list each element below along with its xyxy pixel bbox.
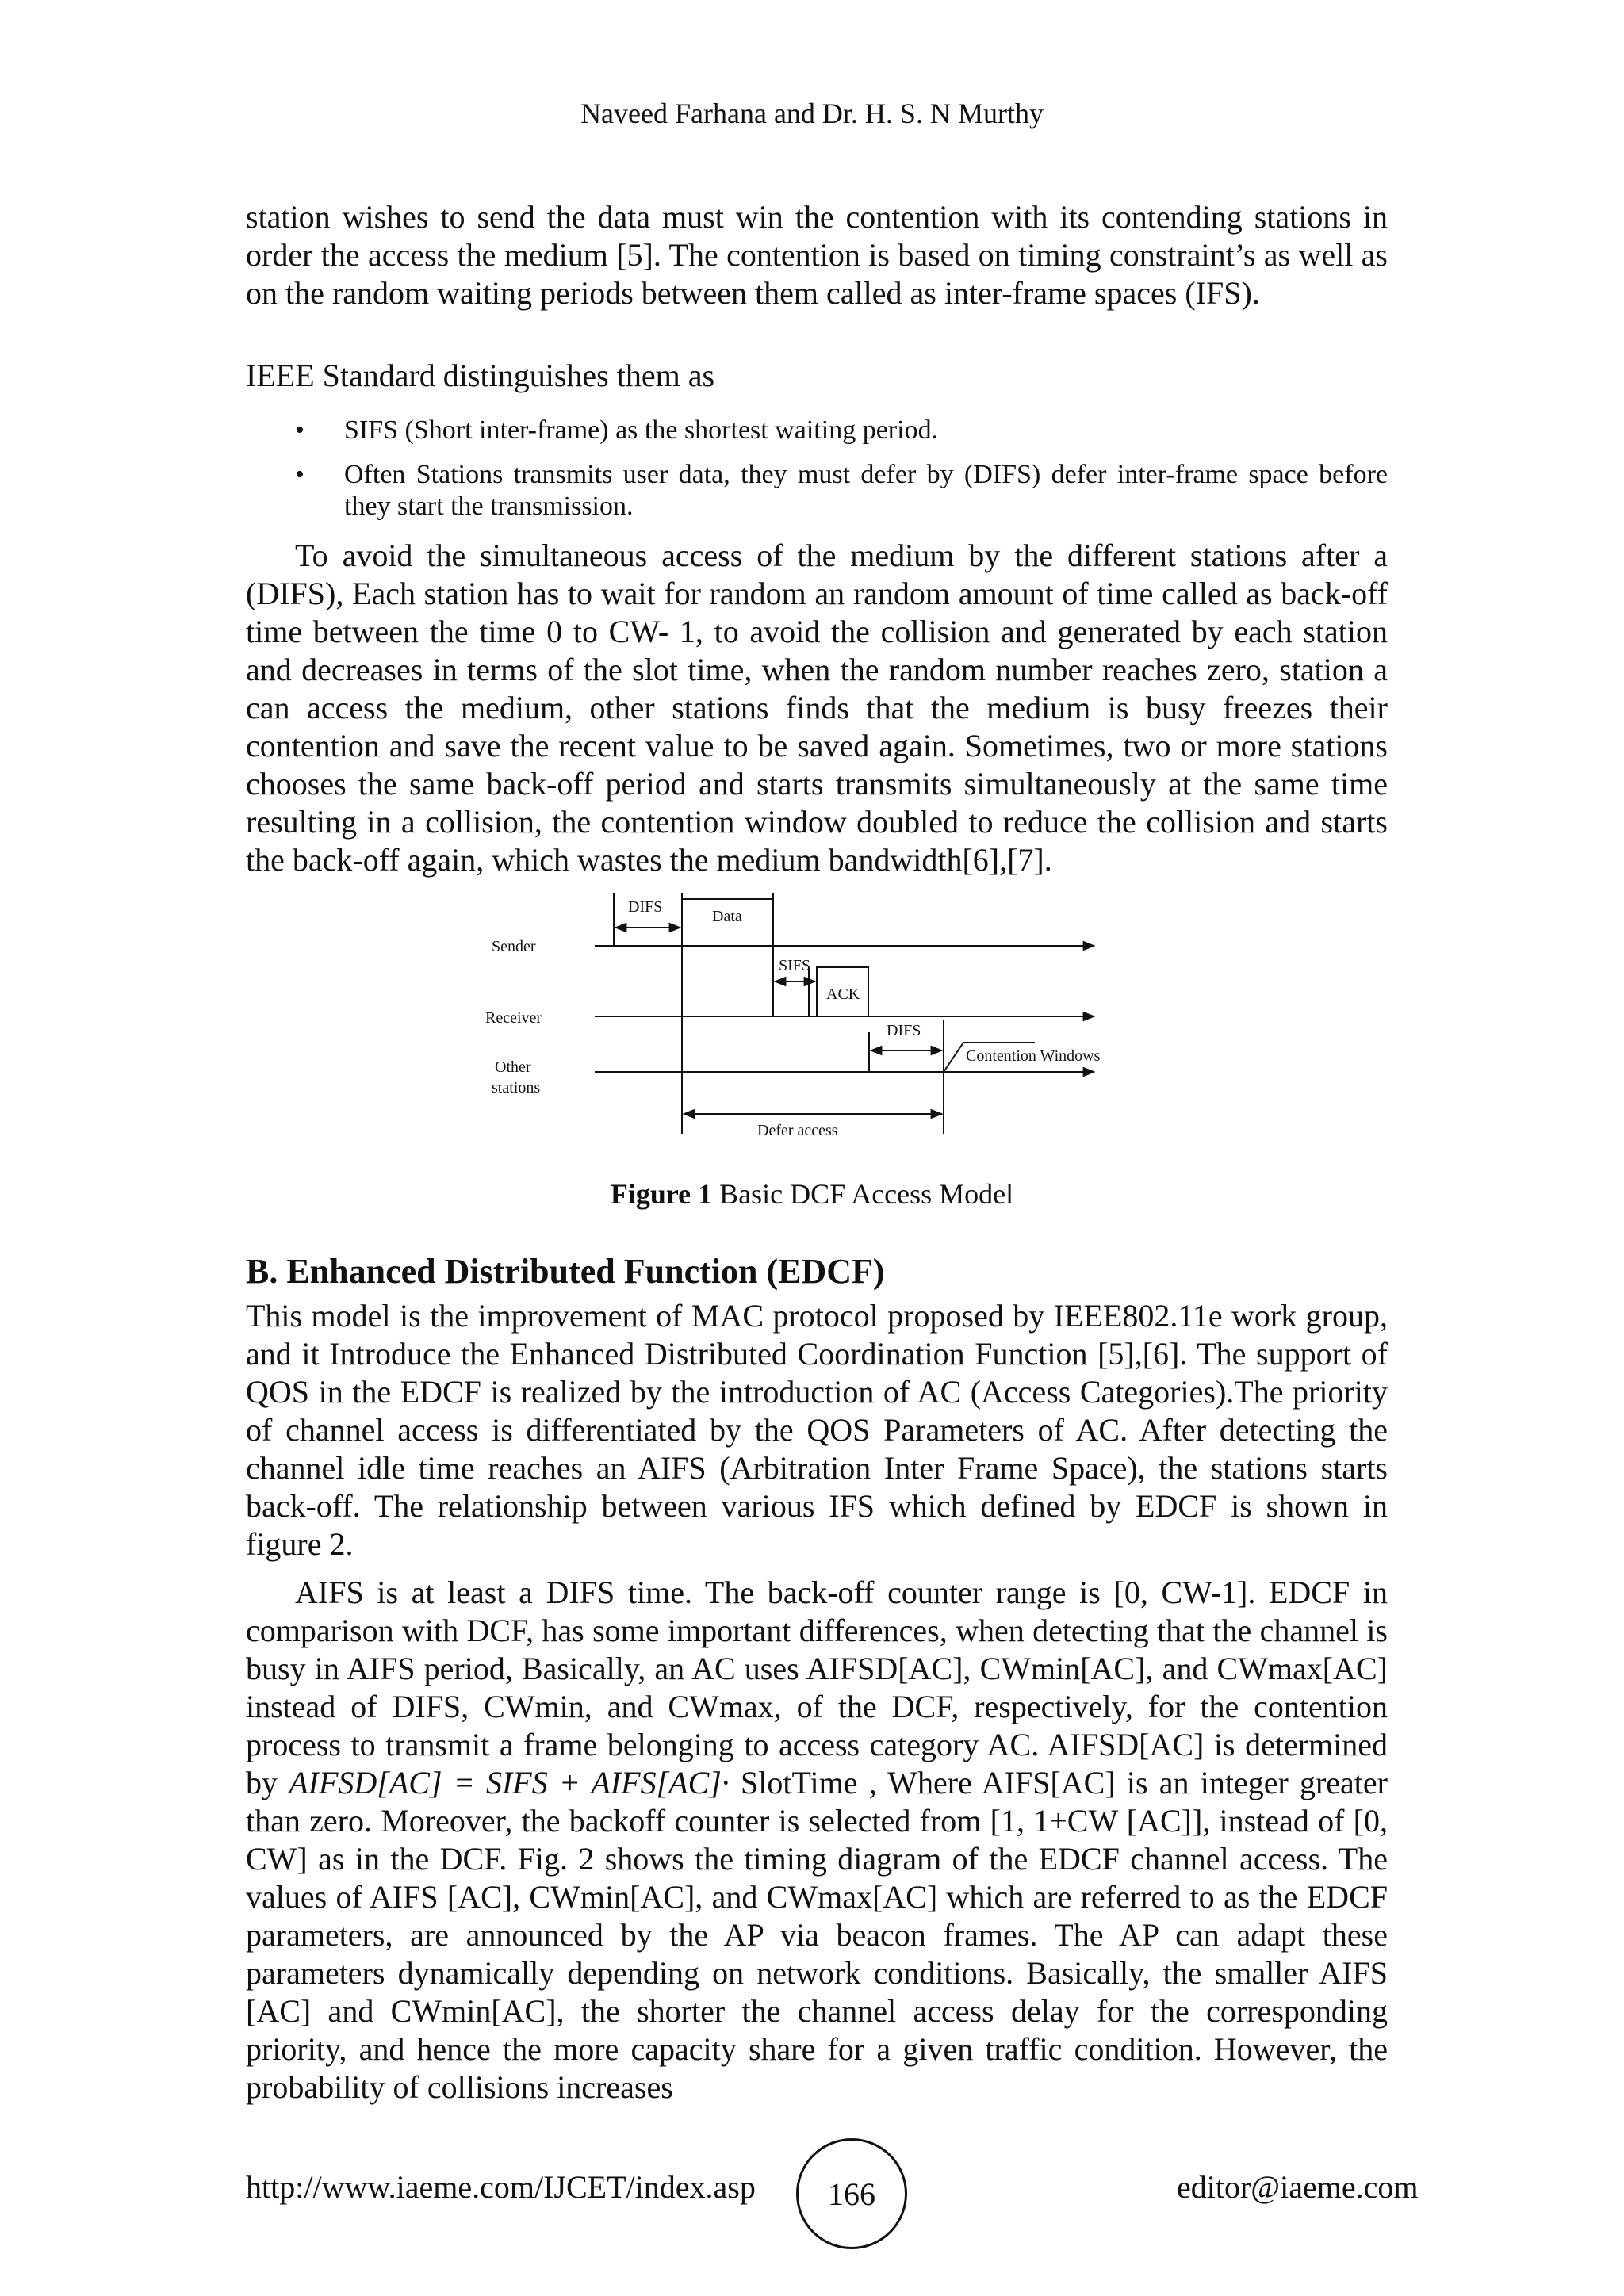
contention-window-ramp	[944, 1043, 963, 1072]
difs-label: DIFS	[628, 898, 663, 916]
list-item: • SIFS (Short inter-frame) as the shortest waiting period.	[295, 415, 939, 445]
difs-label-2: DIFS	[887, 1022, 921, 1039]
aifsd-formula: AIFSD[AC] = SIFS + AIFS[AC]·	[289, 1765, 730, 1800]
receiver-label: Receiver	[485, 1009, 542, 1027]
sender-label: Sender	[492, 938, 536, 955]
other-stations-label: Other	[495, 1058, 531, 1076]
backoff-paragraph: To avoid the simultaneous access of the medium by the different stations after a (DIFS), Each station has to wait for random an random amount of time called as back-off time between the time 0 to CW- 1, to avoid the collision and generated by each station and decreases in terms of the slot time, when the random number reaches zero, station a can access the medium, other stations finds that the medium is busy freezes their contention and save the recent value to be saved again. Sometimes, two or more stations chooses the same back-off period and starts transmits simultaneously at the same time resulting in a collision, the contention window doubled to reduce the collision and starts the back-off again, which wastes the medium bandwidth[6],[7].	[246, 538, 1388, 878]
figure-caption: Figure 1 Basic DCF Access Model	[610, 1178, 1014, 1210]
footer-email-link[interactable]: editor@iaeme.com	[1177, 2169, 1419, 2205]
section-heading: B. Enhanced Distributed Function (EDCF)	[246, 1252, 885, 1291]
contention-windows-label: Contention Windows	[966, 1047, 1101, 1065]
data-label: Data	[712, 908, 742, 925]
aifs-paragraph: AIFS is at least a DIFS time. The back-off counter range is [0, CW-1]. EDCF in comparison with DCF, has some important differences, when detecting that the channel is busy in AIFS period, Basically, an AC uses AIFSD[AC], CWmin[AC], and CWmax[AC] instead of DIFS, CWmin, and CWmax, of the DCF, respectively, for the contention process to transmit a frame belonging to access category AC. AIFSD[AC] is determined by AIFSD[AC] = SIFS + AIFS[AC]· SlotTime , Where AIFS[AC] is an integer greater than zero. Moreover, the backoff counter is selected from [1, 1+CW [AC]], instead of [0, CW] as in the DCF. Fig. 2 shows the timing diagram of the EDCF channel access. The values of AIFS [AC], CWmin[AC], and CWmax[AC] which are referred to as the EDCF parameters, are announced by the AP via beacon frames. The AP can adapt these parameters dynamically depending on network conditions. Basically, the smaller AIFS [AC] and CWmin[AC], the shorter the channel access delay for the corresponding priority, and hence the more capacity share for a given traffic condition. However, the probability of collisions increases	[246, 1575, 1388, 2105]
page-number: 166	[796, 2138, 907, 2249]
list-item: • Often Stations transmits user data, they must defer by (DIFS) defer inter-frame space before they start the transmission.	[295, 460, 1388, 521]
defer-access-label: Defer access	[757, 1122, 838, 1139]
sifs-label: SIFS	[779, 957, 811, 974]
bullet-icon: •	[295, 460, 304, 489]
running-header: Naveed Farhana and Dr. H. S. N Murthy	[580, 98, 1044, 129]
edcf-intro-paragraph: This model is the improvement of MAC protocol proposed by IEEE802.11e work group, and it Introduce the Enhanced Distributed Coordination Function [5],[6]. The support of QOS in the EDCF is realized by the introduction of AC (Access Categories).The priority of channel access is differentiated by the QOS Parameters of AC. After detecting the channel idle time reaches an AIFS (Arbitration Inter Frame Space), the stations starts back-off. The relationship between various IFS which defined by EDCF is shown in figure 2.	[246, 1298, 1388, 1562]
other-stations-label-2: stations	[492, 1079, 541, 1096]
dcf-timing-diagram	[484, 888, 1142, 1142]
footer-url-link[interactable]: http://www.iaeme.com/IJCET/index.asp	[246, 2169, 756, 2205]
intro-paragraph: station wishes to send the data must win the contention with its contending stations in order the access the medium [5]. The contention is based on timing constraint’s as well as on the random waiting periods between them called as inter-frame spaces (IFS).	[246, 199, 1388, 311]
ack-label: ACK	[826, 985, 860, 1003]
lead-line: IEEE Standard distinguishes them as	[246, 358, 715, 393]
bullet-icon: •	[295, 415, 304, 445]
ifs-bullet-list	[295, 415, 1388, 535]
